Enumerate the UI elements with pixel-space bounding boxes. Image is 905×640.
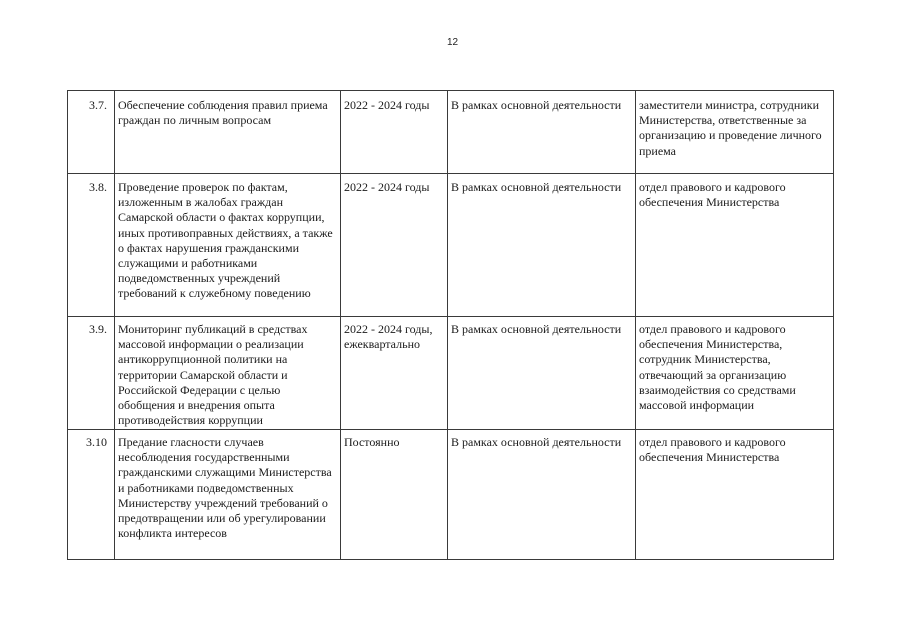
period-cell: 2022 - 2024 годы xyxy=(341,91,448,174)
funding-cell: В рамках основной деятельности xyxy=(448,91,636,174)
page-number: 12 xyxy=(446,37,459,48)
table-row xyxy=(68,91,834,174)
item-number-cell: 3.10 xyxy=(68,430,115,560)
table-row xyxy=(68,317,834,430)
measure-cell: Обеспечение соблюдения правил приема граждан по личным вопросам xyxy=(115,91,341,174)
measure-cell: Предание гласности случаев несоблюдения государственными гражданскими служащими Министерства и работниками подведомственных Министерству учреждений требований о предотвращении или об урегулировании конфликта интересов xyxy=(115,430,341,560)
responsible-cell: заместители министра, сотрудники Министерства, ответственные за организацию и проведение личного приема xyxy=(636,91,834,174)
table-row xyxy=(68,430,834,560)
item-number-cell: 3.9. xyxy=(68,317,115,430)
item-number-cell: 3.8. xyxy=(68,174,115,317)
responsible-cell: отдел правового и кадрового обеспечения Министерства, сотрудник Министерства, отвечающий за организацию взаимодействия со средствами массовой информации xyxy=(636,317,834,430)
period-cell: Постоянно xyxy=(341,430,448,560)
responsible-cell: отдел правового и кадрового обеспечения Министерства xyxy=(636,174,834,317)
funding-cell: В рамках основной деятельности xyxy=(448,430,636,560)
period-cell: 2022 - 2024 годы, ежеквартально xyxy=(341,317,448,430)
funding-cell: В рамках основной деятельности xyxy=(448,174,636,317)
measure-cell: Мониторинг публикаций в средствах массовой информации о реализации антикоррупционной политики на территории Самарской области и Российской Федерации с целью обобщения и внедрения опыта противодействия коррупции xyxy=(115,317,341,430)
table-row xyxy=(68,174,834,317)
period-cell: 2022 - 2024 годы xyxy=(341,174,448,317)
measure-cell: Проведение проверок по фактам, изложенным в жалобах граждан Самарской области о фактах коррупции, иных противоправных действиях, а также о фактах нарушения гражданскими служащими и работниками подведомственных учреждений требований к служебному поведению xyxy=(115,174,341,317)
item-number-cell: 3.7. xyxy=(68,91,115,174)
responsible-cell: отдел правового и кадрового обеспечения Министерства xyxy=(636,430,834,560)
funding-cell: В рамках основной деятельности xyxy=(448,317,636,430)
measures-table xyxy=(67,90,834,560)
